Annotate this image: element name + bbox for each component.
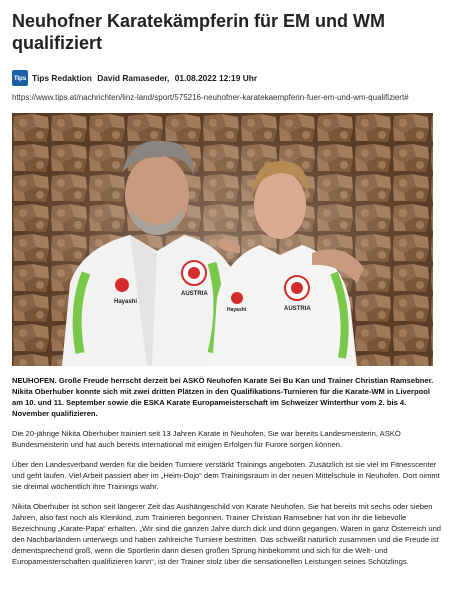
article-paragraph-1: Die 20-jährige Nikita Oberhuber trainiert seit 13 Jahren Karate in Neuhofen. Sie war bereits Landesmeisterin, ASKÖ Bundesmeisterin und hat auch bereits international mit einigen Erfolgen für Furore sorgen können. xyxy=(12,428,401,449)
brand-right: Hayashi xyxy=(227,306,247,313)
author-name: David Ramaseder, xyxy=(97,73,170,83)
tips-logo-icon: Tips xyxy=(12,70,28,86)
source-label[interactable]: Tips Redaktion xyxy=(32,73,92,83)
article-lead: NEUHOFEN. Große Freude herrscht derzeit bei ASKÖ Neuhofen Karate Sei Bu Kan und Trainer Christian Ramsebner. Nikita Oberhuber konnte sich mit zwei dritten Plätzen in den Qualifikations-Turnieren für die Karate-WM in Liverpool am 10. und 11. September sowie die ESKA Karate Europameisterschaft im Schweizer Winterthur vom 2. bis 4. November qualifizieren. xyxy=(12,375,434,418)
article-paragraph-2: Über den Landesverband werden für die beiden Turniere verstärkt Trainings angeboten. Zusätzlich ist sie viel im Fitnesscenter und geht laufen. Viel Arbeit passiert aber im „Heim-Dojo“ dem Trainingsraum in der neuen Mittelschule in Neuhofen. Dort nimmt sie dreimal wöchentlich ihre Trainings wahr. xyxy=(12,459,440,491)
byline xyxy=(12,70,458,86)
article-title: Neuhofner Karatekämpferin für EM und WM qualifiziert xyxy=(12,11,386,53)
jacket-label-left: AUSTRIA xyxy=(181,290,208,297)
brand-left: Hayashi xyxy=(114,298,138,305)
article-photo xyxy=(12,113,433,366)
photo-illustration xyxy=(12,113,433,366)
publish-date: 01.08.2022 12:19 Uhr xyxy=(174,73,258,83)
article-paragraph-3: Nikita Oberhuber ist schon seit längerer Zeit das Aushängeschild von Karate Neuhofen. Sie hat bereits mit sechs oder sieben Jahren, also fast noch als Kleinkind, zum Trainieren begonnen. Trainer Christian Ramsebner hat von ihr die liebevolle Bezeichnung „Karate-Papa“ erhalten. „Wir sind die ganzen Jahre durch dick und dünn gegangen. Waren in ganz Österreich und den Nachbarländern unterwegs und haben zahlreiche Turniere bestritten. Das schweißt natürlich zusammen und die Freude ist dementsprechend groß, wenn die Sportlerin dann diesen großen Sprung hinbekommt und sich für die Welt- und Europameisterschaften qualifizieren kann“, ist der Trainer stolz über die sensationellen Leistungen seines Schützlings. xyxy=(12,501,442,566)
article-url[interactable]: https://www.tips.at/nachrichten/linz-land/sport/575216-neuhofner-karatekaempferin-fuer-em-und-wm-qualifiziert# xyxy=(12,93,409,102)
jacket-label-right: AUSTRIA xyxy=(284,305,311,312)
